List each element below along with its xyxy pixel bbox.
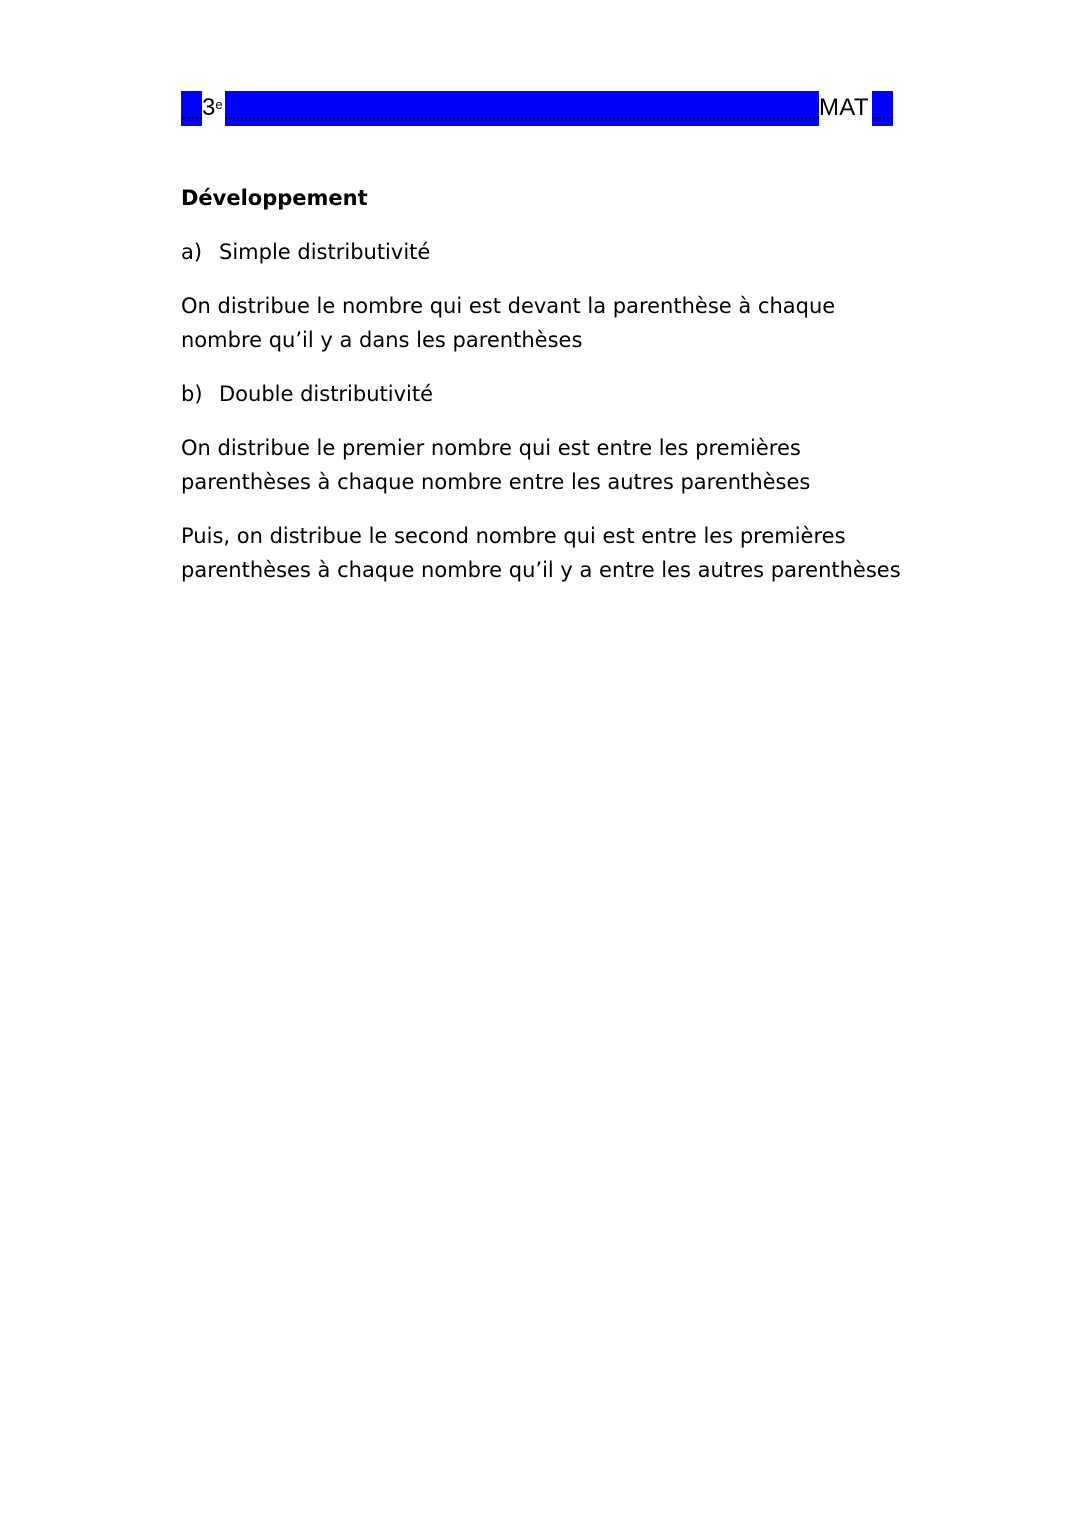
list-item-b — [181, 377, 911, 411]
list-marker-b: b) — [181, 382, 203, 406]
document-body — [181, 181, 911, 607]
list-marker-a: a) — [181, 240, 203, 264]
grade-label: 3e — [202, 94, 223, 121]
list-label-a: Simple distributivité — [219, 240, 431, 264]
page-header — [181, 91, 893, 126]
paragraph-double-distributivity-2: Puis, on distribue le second nombre qui est entre les premières parenthèses à chaque nombre qu’il y a entre les autres parenthèses — [181, 524, 901, 582]
paragraph-simple-distributivity: On distribue le nombre qui est devant la parenthèse à chaque nombre qu’il y a dans les parenthèses — [181, 294, 836, 352]
paragraph-double-distributivity-1: On distribue le premier nombre qui est entre les premières parenthèses à chaque nombre entre les autres parenthèses — [181, 436, 811, 494]
header-highlight-middle — [225, 91, 819, 126]
subject-label: MAT — [819, 94, 869, 121]
header-highlight-left — [181, 91, 202, 126]
list-item-a — [181, 235, 911, 269]
header-highlight-right — [872, 91, 893, 126]
section-title: Développement — [181, 186, 368, 210]
list-label-b: Double distributivité — [219, 382, 434, 406]
